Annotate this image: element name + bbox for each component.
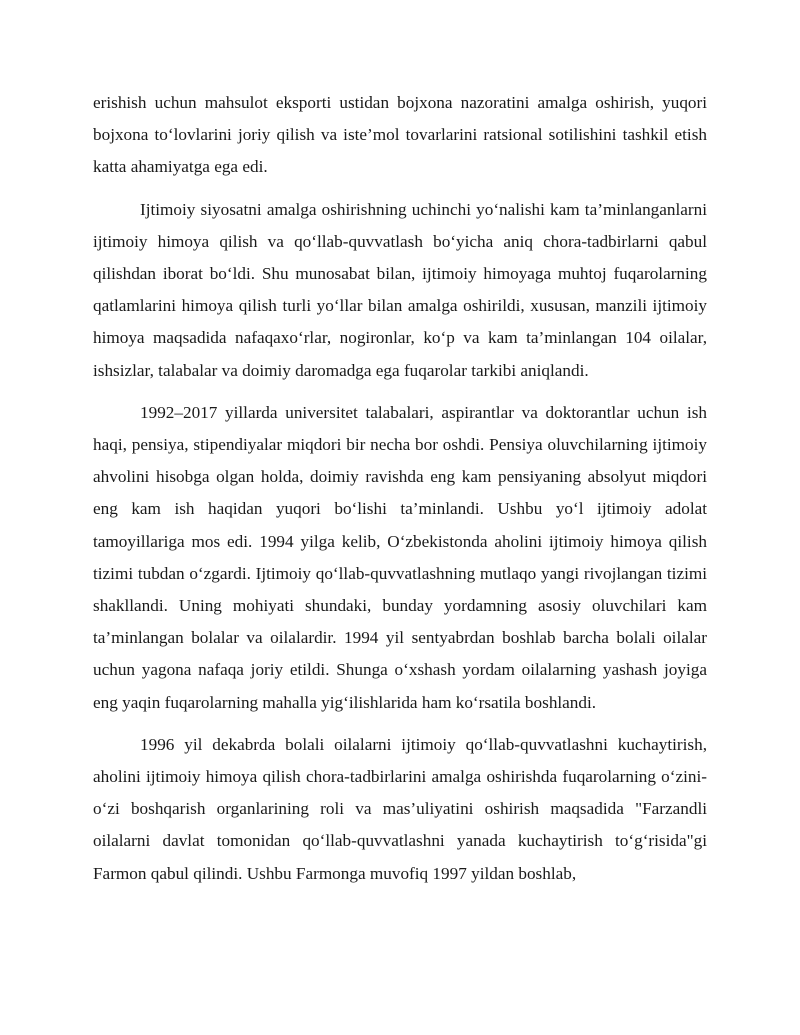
paragraph-pensions: 1992–2017 yillarda universitet talabalari, aspirantlar va doktorantlar uchun ish haqi, pensiya, stipendiyalar miqdori bir necha bor oshdi. Pensiya oluvchilarning ijtimoiy ahvolini hisobga olgan holda, doimiy ravishda eng kam pensiyaning absolyut miqdori eng kam ish haqidan yuqori bo‘lishi ta’minlandi. Ushbu yo‘l ijtimoiy adolat tamoyillariga mos edi. 1994 yilga kelib, O‘zbekistonda aholini ijtimoiy himoya qilish tizimi tubdan o‘zgardi. Ijtimoiy qo‘llab-quvvatlashning mutlaqo yangi rivojlangan tizimi shakllandi. Uning mohiyati shundaki, bunday yordamning asosiy oluvchilari kam ta’minlangan bolalar va oilalardir. 1994 yil sentyabrdan boshlab barcha bolali oilalar uchun yagona nafaqa joriy etildi. Shunga o‘xshash yordam oilalarning yashash joyiga eng yaqin fuqarolarning mahalla yig‘ilishlarida ham ko‘rsatila boshlandi. (93, 402, 707, 712)
paragraph-continuation: erishish uchun mahsulot eksporti ustidan bojxona nazoratini amalga oshirish, yuqori bojxona to‘lovlarini joriy qilish va iste’mol tovarlarini ratsional sotilishini tashkil etish katta ahamiyatga ega edi. (93, 93, 707, 177)
paragraph-social-policy: Ijtimoiy siyosatni amalga oshirishning uchinchi yo‘nalishi kam ta’minlanganlarni ijtimoiy himoya qilish va qo‘llab-quvvatlash bo‘yicha aniq chora-tadbirlarni qabul qilishdan iborat bo‘ldi. Shu munosabat bilan, ijtimoiy himoyaga muhtoj fuqarolarning qatlamlarini himoya qilish turli yo‘llar bilan amalga oshirildi, xususan, manzili ijtimoiy himoya maqsadida nafaqaxo‘rlar, nogironlar, ko‘p va kam ta’minlangan 104 oilalar, ishsizlar, talabalar va doimiy daromadga ega fuqarolar tarkibi aniqlandi. (93, 199, 707, 380)
paragraph-decree: 1996 yil dekabrda bolali oilalarni ijtimoiy qo‘llab-quvvatlashni kuchaytirish, aholini ijtimoiy himoya qilish chora-tadbirlarini amalga oshirishda fuqarolarning o‘zini-o‘zi boshqarish organlarining roli va mas’uliyatini oshirish maqsadida "Farzandli oilalarni davlat tomonidan qo‘llab-quvvatlashni yanada kuchaytirish to‘g‘risida"gi Farmon qabul qilindi. Ushbu Farmonga muvofiq 1997 yildan boshlab, (93, 734, 707, 883)
document-page (93, 87, 707, 890)
